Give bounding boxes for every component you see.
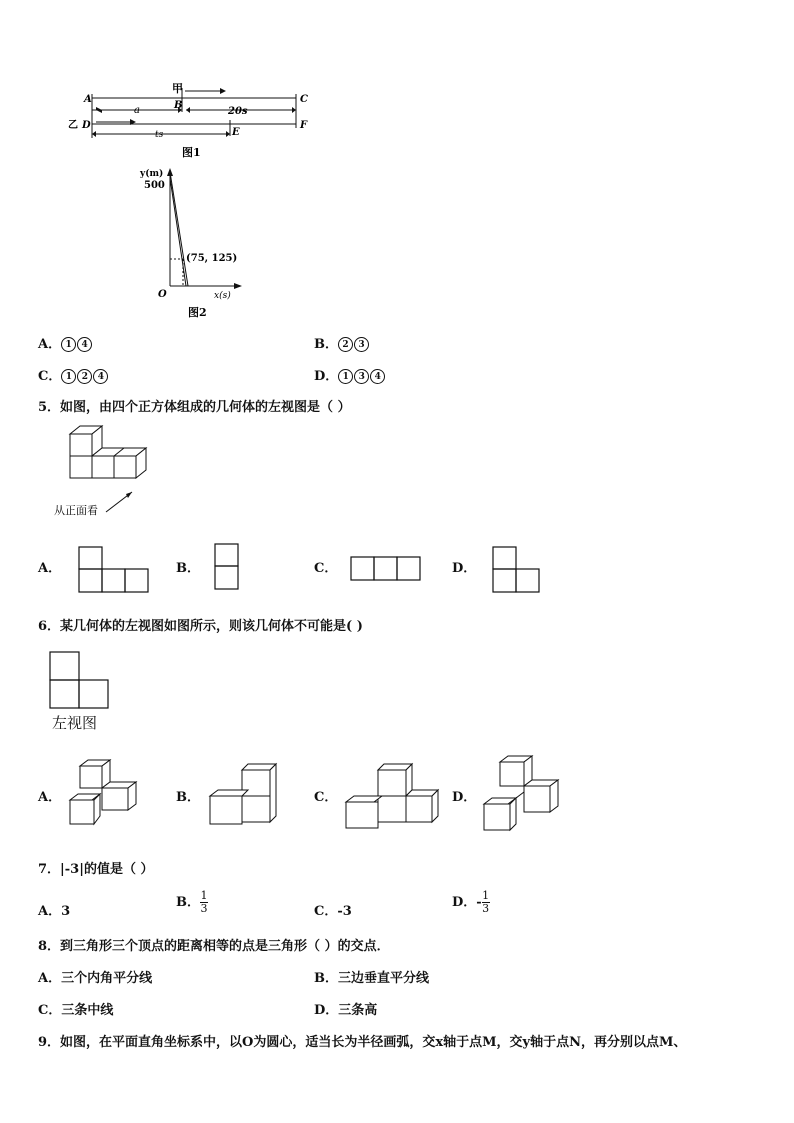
q6-option-b-label[interactable]: B．	[176, 790, 200, 805]
fraction: $\frac{1}{3}$	[482, 889, 490, 915]
circled-number: 1	[61, 337, 76, 352]
label-C: C	[300, 94, 308, 105]
circled-number: 1	[338, 369, 353, 384]
q6-option-b-figure[interactable]	[206, 760, 280, 830]
label-F: F	[300, 120, 308, 131]
q5-option-b-figure[interactable]	[214, 543, 240, 591]
circled-number: 4	[77, 337, 92, 352]
y-axis-label: y(m)	[140, 169, 164, 179]
figure-2	[138, 162, 248, 322]
q7-stem: 7．|-3|的值是（ ）	[38, 862, 154, 877]
q7-option-b[interactable]: B． $\frac{1}{3}$	[176, 889, 208, 915]
q5-option-a-figure[interactable]	[78, 546, 150, 596]
q5-option-d-figure[interactable]	[492, 546, 542, 594]
q5-option-c-label[interactable]: C．	[314, 561, 338, 576]
q8-option-c[interactable]: C．三条中线	[38, 1003, 114, 1018]
origin-label: O	[158, 289, 167, 300]
q6-option-a-label[interactable]: A．	[38, 790, 62, 805]
q8-stem: 8．到三角形三个顶点的距离相等的点是三角形（ ）的交点．	[38, 939, 390, 954]
y-500-label: 500	[144, 180, 165, 191]
q9-stem: 9．如图，在平面直角坐标系中，以O为圆心，适当长为半径画弧，交x轴于点M，交y轴于点N，再分别以点M、	[38, 1035, 687, 1050]
q4-option-b[interactable]: B． 2 3	[314, 333, 370, 352]
q6-option-a-figure[interactable]	[66, 758, 140, 828]
q6-option-c-label[interactable]: C．	[314, 790, 338, 805]
circled-number: 4	[370, 369, 385, 384]
q4-option-c[interactable]: C． 1 2 4	[38, 365, 109, 384]
label-a: a	[134, 105, 140, 116]
q6-option-d-label[interactable]: D．	[452, 790, 477, 805]
view-direction-label: 从正面看	[54, 505, 98, 517]
figure-2-caption: 图2	[188, 306, 207, 319]
figure-1	[60, 80, 320, 160]
label-D: D	[82, 120, 91, 131]
q8-option-d[interactable]: D．三条高	[314, 1003, 378, 1018]
circled-number: 4	[93, 369, 108, 384]
q8-option-a[interactable]: A．三个内角平分线	[38, 971, 153, 986]
q5-option-a-label[interactable]: A．	[38, 561, 62, 576]
q5-stem: 5．如图，由四个正方体组成的几何体的左视图是（ ）	[38, 400, 351, 415]
figure-1-caption: 图1	[182, 146, 201, 159]
circled-number: 3	[354, 337, 369, 352]
label-yi: 乙	[68, 120, 78, 131]
x-axis-label: x(s)	[214, 291, 231, 301]
label-jia: 甲	[172, 82, 183, 95]
q7-option-c[interactable]: C．-3	[314, 904, 352, 919]
q5-option-c-figure[interactable]	[350, 556, 422, 582]
q7-option-a[interactable]: A．3	[38, 904, 71, 919]
label-20s: 20s	[228, 106, 248, 117]
q4-option-a[interactable]: A． 1 4	[38, 333, 93, 352]
q6-option-c-figure[interactable]	[342, 760, 440, 832]
circled-number: 3	[354, 369, 369, 384]
circled-number: 1	[61, 369, 76, 384]
q4-option-d[interactable]: D． 1 3 4	[314, 365, 386, 384]
label-E: E	[232, 127, 240, 138]
q5-option-b-label[interactable]: B．	[176, 561, 200, 576]
q6-left-view-figure	[48, 650, 112, 710]
circled-number: 2	[77, 369, 92, 384]
q8-option-b[interactable]: B．三边垂直平分线	[314, 971, 429, 986]
q7-option-d[interactable]: D．- $\frac{1}{3}$	[452, 889, 490, 915]
point-label: (75, 125)	[186, 253, 238, 264]
left-view-caption: 左视图	[52, 714, 98, 732]
label-B: B	[174, 100, 183, 111]
fraction: $\frac{1}{3}$	[200, 889, 208, 915]
q6-stem: 6．某几何体的左视图如图所示，则该几何体不可能是( )	[38, 619, 363, 634]
q5-solid-figure	[50, 424, 160, 520]
label-A: A	[84, 94, 92, 105]
circled-number: 2	[338, 337, 353, 352]
q6-option-d-figure[interactable]	[480, 754, 562, 834]
q5-option-d-label[interactable]: D．	[452, 561, 477, 576]
label-ts: ts	[155, 130, 164, 140]
